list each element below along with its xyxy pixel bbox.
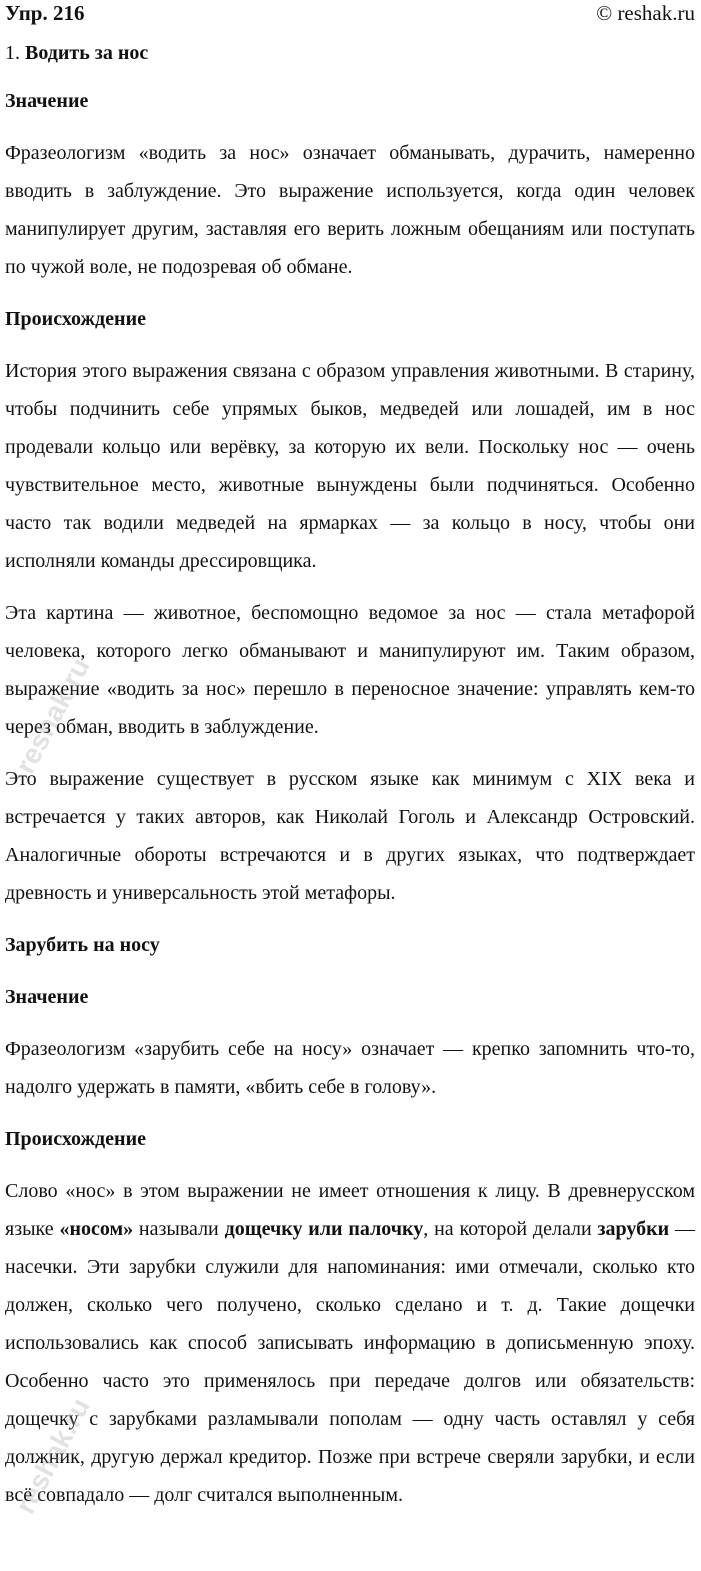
meaning-heading-2: Значение (5, 986, 89, 1008)
origin-heading-2: Происхождение (5, 1128, 146, 1150)
section-title-1 (5, 34, 695, 72)
meaning-paragraph-2: Фразеологизм «зарубить себе на носу» означает — крепко запомнить что-то, надолго удержать в памяти, «вбить себе в голову». (5, 1038, 695, 1098)
page-header (5, 0, 695, 26)
origin-paragraph: Эта картина — животное, беспомощно ведомое за нос — стала метафорой человека, которого легко обманывают и манипулируют им. Таким образом, выражение «водить за нос» перешло в переносное значение: управлять кем-то через обман, вводить в заблуждение. (5, 602, 695, 738)
text-run: называли (133, 1218, 225, 1240)
origin-paragraph: История этого выражения связана с образом управления животными. В старину, чтобы подчинить себе упрямых быков, медведей или лошадей, им в нос продевали кольцо или верёвку, за которую их вели. Поскольку нос — очень чувствительное место, животные вынуждены были подчиняться. Особенно часто так водили медведей на ярмарках — за кольцо в носу, чтобы они исполняли команды дрессировщика. (5, 360, 695, 572)
exercise-number: Упр. 216 (5, 0, 85, 25)
watermark-logo: reshak.ru (9, 652, 96, 779)
meaning-paragraph-1: Фразеологизм «водить за нос» означает обманывать, дурачить, намеренно вводить в заблуждение. Это выражение используется, когда один человек манипулирует другим, заставляя его верить ложным обещаниям или поступать по чужой воле, не подозревая об обмане. (5, 142, 695, 278)
origin-paragraph-2 (5, 1172, 695, 1514)
section-title: Водить за нос (25, 42, 149, 64)
copyright-link[interactable]: © reshak.ru (596, 0, 695, 25)
origin-heading-1: Происхождение (5, 308, 146, 330)
section-title-2: Зарубить на носу (5, 934, 160, 956)
text-run: Слово «нос» в этом выражении не имеет отношения к лицу. В древнерусском языке (5, 1180, 695, 1240)
bold-term: дощечку или палочку (224, 1218, 424, 1240)
bold-term: зарубки (597, 1218, 670, 1240)
origin-paragraph: Это выражение существует в русском языке как минимум с XIX века и встречается у таких авторов, как Николай Гоголь и Александр Островский. Аналогичные обороты встречаются и в других языках, что подтверждает древность и универсальность этой метафоры. (5, 768, 695, 904)
section-number: 1. (5, 42, 20, 64)
text-run: — насечки. Эти зарубки служили для напоминания: ими отмечали, сколько кто должен, сколько чего получено, сколько сделано и т. д. Такие дощечки использовались как способ записывать информацию в дописьменную эпоху. Особенно часто это применялось при передаче долгов или обязательств: дощечку с зарубками разламывали пополам — одну часть оставлял у себя должник, другую держал кредитор. Позже при встрече сверяли зарубки, и если всё совпадало — долг считался выполненным. (5, 1218, 696, 1506)
meaning-heading-1: Значение (5, 90, 89, 112)
bold-term: «носом» (59, 1218, 134, 1240)
watermark-logo: reshak.ru (9, 1392, 96, 1519)
text-run: , на которой делали (423, 1218, 598, 1240)
